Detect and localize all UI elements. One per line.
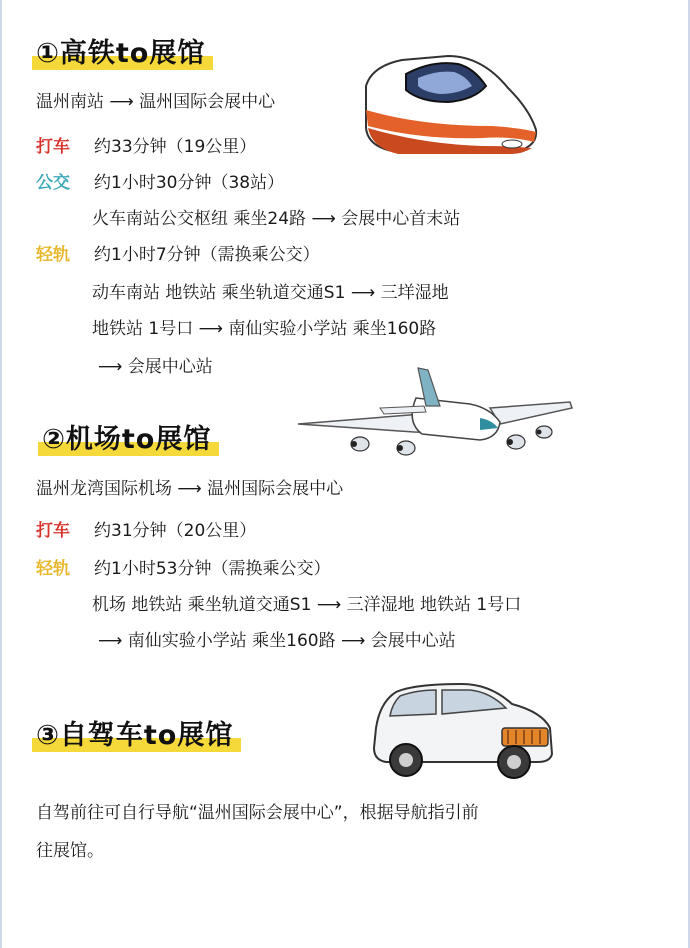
section1-heading <box>36 34 205 74</box>
airplane-icon <box>294 362 578 462</box>
section3-heading <box>36 716 233 756</box>
rail-detail-line: 机场 地铁站 乘坐轨道交通S1 ⟶ 三洋湿地 地铁站 1号口 <box>92 595 522 615</box>
suv-car-icon <box>366 676 558 780</box>
bus-detail: 火车南站公交枢纽 乘坐24路 ⟶ 会展中心首末站 <box>92 209 461 229</box>
section3-heading-text: ③自驾车to展馆 <box>36 720 234 751</box>
rail-text: 约1小时53分钟（需换乘公交） <box>94 559 331 579</box>
bus-label: 公交 <box>36 173 70 193</box>
rail-text: 约1小时7分钟（需换乘公交） <box>94 245 320 265</box>
paragraph-line: 自驾前往可自行导航“温州国际会展中心”，根据导航指引前 <box>36 803 479 823</box>
section1-bus-row <box>36 172 284 194</box>
rail-detail-line: ⟶ 会展中心站 <box>98 357 213 377</box>
rail-label: 轻轨 <box>36 245 70 265</box>
section2-heading-text: ②机场to展馆 <box>42 424 212 455</box>
taxi-text: 约33分钟（19公里） <box>94 137 257 157</box>
taxi-text: 约31分钟（20公里） <box>94 521 257 541</box>
rail-detail-line: 动车南站 地铁站 乘坐轨道交通S1 ⟶ 三垟湿地 <box>92 283 449 303</box>
high-speed-train-icon <box>362 48 542 160</box>
paragraph-line: 往展馆。 <box>36 841 104 861</box>
taxi-label: 打车 <box>36 521 70 541</box>
section3-paragraph <box>36 794 479 870</box>
section1-taxi-row <box>36 136 256 158</box>
section2-rail-row <box>36 558 330 580</box>
rail-detail-line: ⟶ 南仙实验小学站 乘坐160路 ⟶ 会展中心站 <box>98 631 456 651</box>
rail-detail-line: 地铁站 1号口 ⟶ 南仙实验小学站 乘坐160路 <box>92 319 437 339</box>
bus-text: 约1小时30分钟（38站） <box>94 173 285 193</box>
section2-taxi-row <box>36 520 256 542</box>
section1-heading-text: ①高铁to展馆 <box>36 38 206 69</box>
rail-label: 轻轨 <box>36 559 70 579</box>
taxi-label: 打车 <box>36 137 70 157</box>
section1-rail-row <box>36 244 320 266</box>
section1-route: 温州南站 ⟶ 温州国际会展中心 <box>36 92 276 112</box>
section2-route: 温州龙湾国际机场 ⟶ 温州国际会展中心 <box>36 479 344 499</box>
section2-heading <box>42 420 211 460</box>
